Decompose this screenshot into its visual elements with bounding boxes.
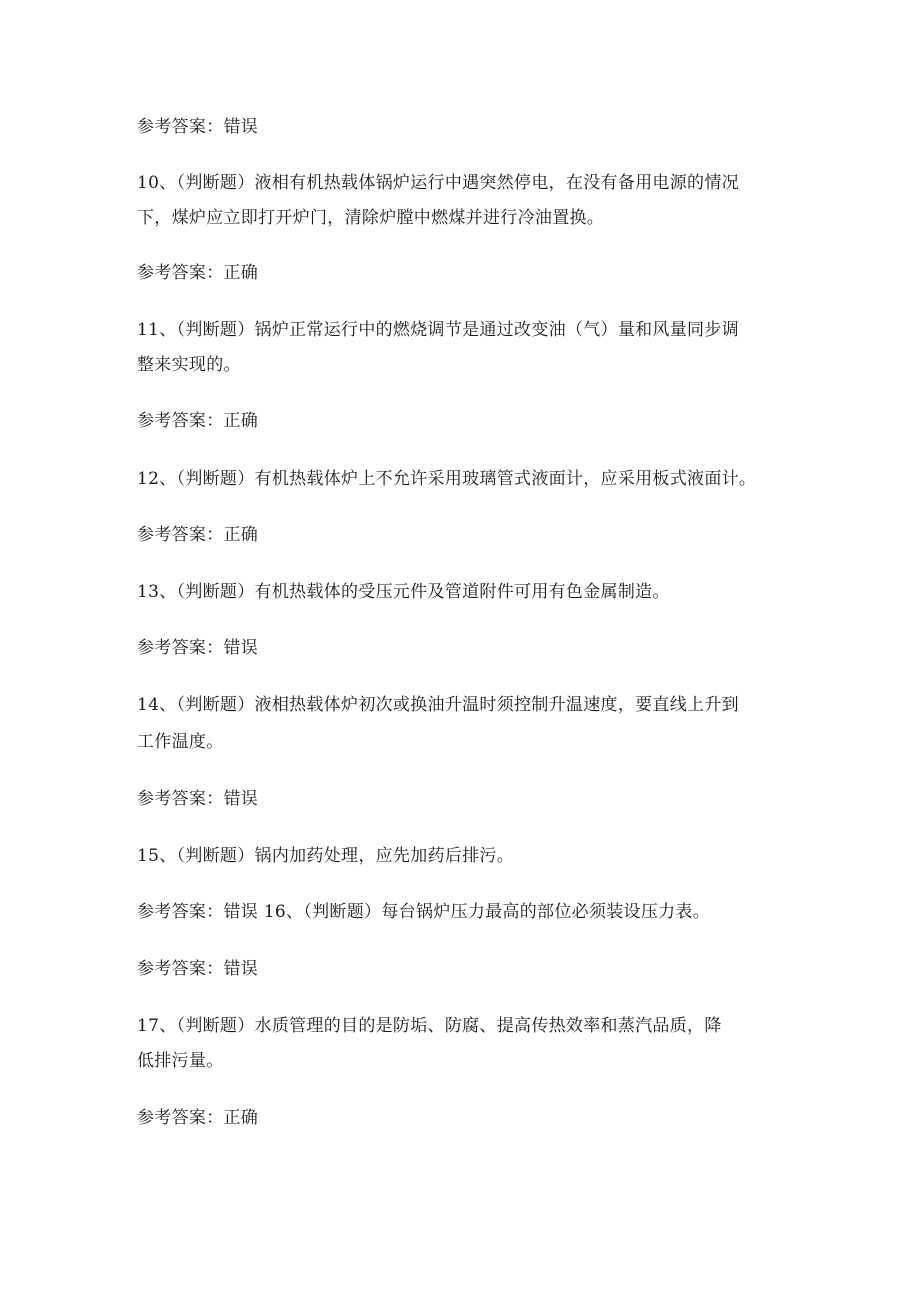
answer-line-11: 参考答案：正确 xyxy=(137,411,259,431)
question-13-line-1: 13、（判断题）有机热载体的受压元件及管道附件可用有色金属制造。 xyxy=(137,582,670,602)
question-10-line-2: 下，煤炉应立即打开炉门，清除炉膛中燃煤并进行冷油置换。 xyxy=(137,208,605,228)
question-17-line-2: 低排污量。 xyxy=(137,1051,224,1071)
question-14-line-2: 工作温度。 xyxy=(137,732,224,752)
question-15-line-1: 15、（判断题）锅内加药处理，应先加药后排污。 xyxy=(137,846,515,866)
answer-line-12: 参考答案：正确 xyxy=(137,525,259,545)
answer-line-16: 参考答案：错误 xyxy=(137,959,259,979)
question-17-line-1: 17、（判断题）水质管理的目的是防垢、防腐、提高传热效率和蒸汽品质，降 xyxy=(137,1016,722,1036)
answer-line-10: 参考答案：正确 xyxy=(137,263,259,283)
question-12-line-1: 12、（判断题）有机热载体炉上不允许采用玻璃管式液面计，应采用板式液面计。 xyxy=(137,469,757,489)
answer-line-13: 参考答案：错误 xyxy=(137,638,259,658)
answer-line-9: 参考答案：错误 xyxy=(137,117,259,137)
question-11-line-2: 整来实现的。 xyxy=(137,355,241,375)
answer-line-15-question-16: 参考答案：错误 16、（判断题）每台锅炉压力最高的部位必须装设压力表。 xyxy=(137,902,711,922)
answer-line-14: 参考答案：错误 xyxy=(137,789,259,809)
question-14-line-1: 14、（判断题）液相热载体炉初次或换油升温时须控制升温速度，要直线上升到 xyxy=(137,695,739,715)
question-10-line-1: 10、（判断题）液相有机热载体锅炉运行中遇突然停电，在没有备用电源的情况 xyxy=(137,173,739,193)
answer-line-17: 参考答案：正确 xyxy=(137,1108,259,1128)
question-11-line-1: 11、（判断题）锅炉正常运行中的燃烧调节是通过改变油（气）量和风量同步调 xyxy=(137,320,739,340)
